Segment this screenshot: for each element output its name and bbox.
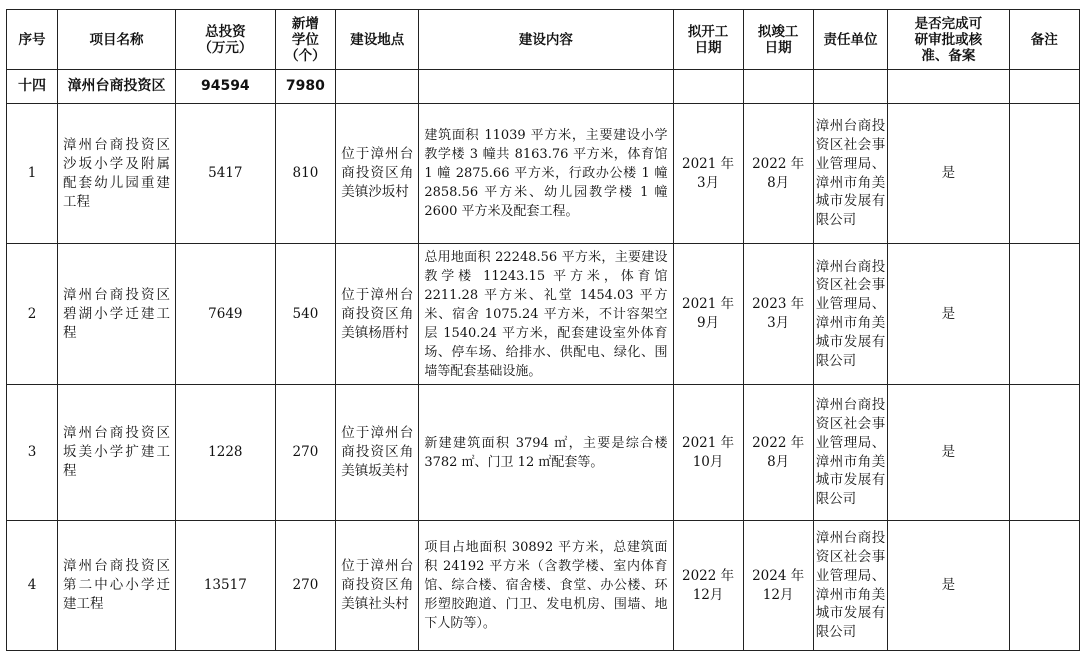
- row-name: 漳州台商投资区碧湖小学迁建工程: [58, 244, 176, 385]
- group-name: 漳州台商投资区: [58, 70, 176, 104]
- header-invest: 总投资 （万元）: [176, 10, 276, 70]
- header-unit: 责任单位: [813, 10, 888, 70]
- row-location: 位于漳州台商投资区角美镇杨厝村: [336, 244, 419, 385]
- row-unit: 漳州台商投资区社会事业管理局、漳州市角美城市发展有限公司: [813, 104, 888, 244]
- row-location: 位于漳州台商投资区角美镇坂美村: [336, 385, 419, 521]
- row-start: 2021 年 10月: [673, 385, 743, 521]
- row-content: 总用地面积 22248.56 平方米，主要建设教学楼 11243.15 平方米，体育馆 2211.28 平方米、礼堂 1454.03 平方米、宿舍 1075.24 平方米，不计容架空层 1540.24 平方米，配套建设室外体育场、停车场、给排水、供配电、绿化、围墙等配套基础设施。: [419, 244, 673, 385]
- row-seq: 4: [7, 521, 58, 651]
- table-row: [7, 244, 1080, 385]
- row-name: 漳州台商投资区沙坂小学及附属配套幼儿园重建工程: [58, 104, 176, 244]
- row-content: 项目占地面积 30892 平方米，总建筑面积 24192 平方米（含教学楼、室内体育馆、综合楼、宿舍楼、食堂、办公楼、环形塑胶跑道、门卫、发电机房、围墙、地下人防等）。: [419, 521, 673, 651]
- header-content: 建设内容: [419, 10, 673, 70]
- row-start: 2021 年 9月: [673, 244, 743, 385]
- row-start: 2021 年 3月: [673, 104, 743, 244]
- row-end: 2024 年 12月: [743, 521, 813, 651]
- row-end: 2022 年 8月: [743, 104, 813, 244]
- row-approved: 是: [888, 104, 1009, 244]
- row-seats: 540: [275, 244, 336, 385]
- row-seq: 3: [7, 385, 58, 521]
- row-approved: 是: [888, 521, 1009, 651]
- row-end: 2023 年 3月: [743, 244, 813, 385]
- project-table: [6, 9, 1080, 651]
- table-row: [7, 521, 1080, 651]
- row-seq: 1: [7, 104, 58, 244]
- header-location: 建设地点: [336, 10, 419, 70]
- table-row: [7, 104, 1080, 244]
- row-seats: 810: [275, 104, 336, 244]
- row-invest: 5417: [176, 104, 276, 244]
- header-approved: 是否完成可 研审批或核 准、备案: [888, 10, 1009, 70]
- header-remark: 备注: [1009, 10, 1079, 70]
- row-remark: [1009, 104, 1079, 244]
- row-seats: 270: [275, 385, 336, 521]
- group-invest: 94594: [176, 70, 276, 104]
- row-remark: [1009, 244, 1079, 385]
- row-unit: 漳州台商投资区社会事业管理局、漳州市角美城市发展有限公司: [813, 521, 888, 651]
- row-content: 建筑面积 11039 平方米，主要建设小学教学楼 3 幢共 8163.76 平方米，体育馆 1 幢 2875.66 平方米，行政办公楼 1 幢 2858.56 平方米、幼儿园教学楼 1 幢 2600 平方米及配套工程。: [419, 104, 673, 244]
- row-seats: 270: [275, 521, 336, 651]
- row-name: 漳州台商投资区坂美小学扩建工程: [58, 385, 176, 521]
- row-remark: [1009, 385, 1079, 521]
- row-end: 2022 年 8月: [743, 385, 813, 521]
- row-unit: 漳州台商投资区社会事业管理局、漳州市角美城市发展有限公司: [813, 244, 888, 385]
- header-start: 拟开工 日期: [673, 10, 743, 70]
- group-seq: 十四: [7, 70, 58, 104]
- row-location: 位于漳州台商投资区角美镇社头村: [336, 521, 419, 651]
- row-invest: 13517: [176, 521, 276, 651]
- header-row: [7, 10, 1080, 70]
- row-location: 位于漳州台商投资区角美镇沙坂村: [336, 104, 419, 244]
- row-invest: 7649: [176, 244, 276, 385]
- header-end: 拟竣工 日期: [743, 10, 813, 70]
- row-name: 漳州台商投资区第二中心小学迁建工程: [58, 521, 176, 651]
- row-unit: 漳州台商投资区社会事业管理局、漳州市角美城市发展有限公司: [813, 385, 888, 521]
- row-invest: 1228: [176, 385, 276, 521]
- table-row: [7, 385, 1080, 521]
- header-seats: 新增 学位 （个）: [275, 10, 336, 70]
- header-seq: 序号: [7, 10, 58, 70]
- group-row: [7, 70, 1080, 104]
- row-approved: 是: [888, 244, 1009, 385]
- row-start: 2022 年 12月: [673, 521, 743, 651]
- row-content: 新建建筑面积 3794 ㎡，主要是综合楼 3782 ㎡、门卫 12 ㎡配套等。: [419, 385, 673, 521]
- row-seq: 2: [7, 244, 58, 385]
- group-seats: 7980: [275, 70, 336, 104]
- row-remark: [1009, 521, 1079, 651]
- header-name: 项目名称: [58, 10, 176, 70]
- row-approved: 是: [888, 385, 1009, 521]
